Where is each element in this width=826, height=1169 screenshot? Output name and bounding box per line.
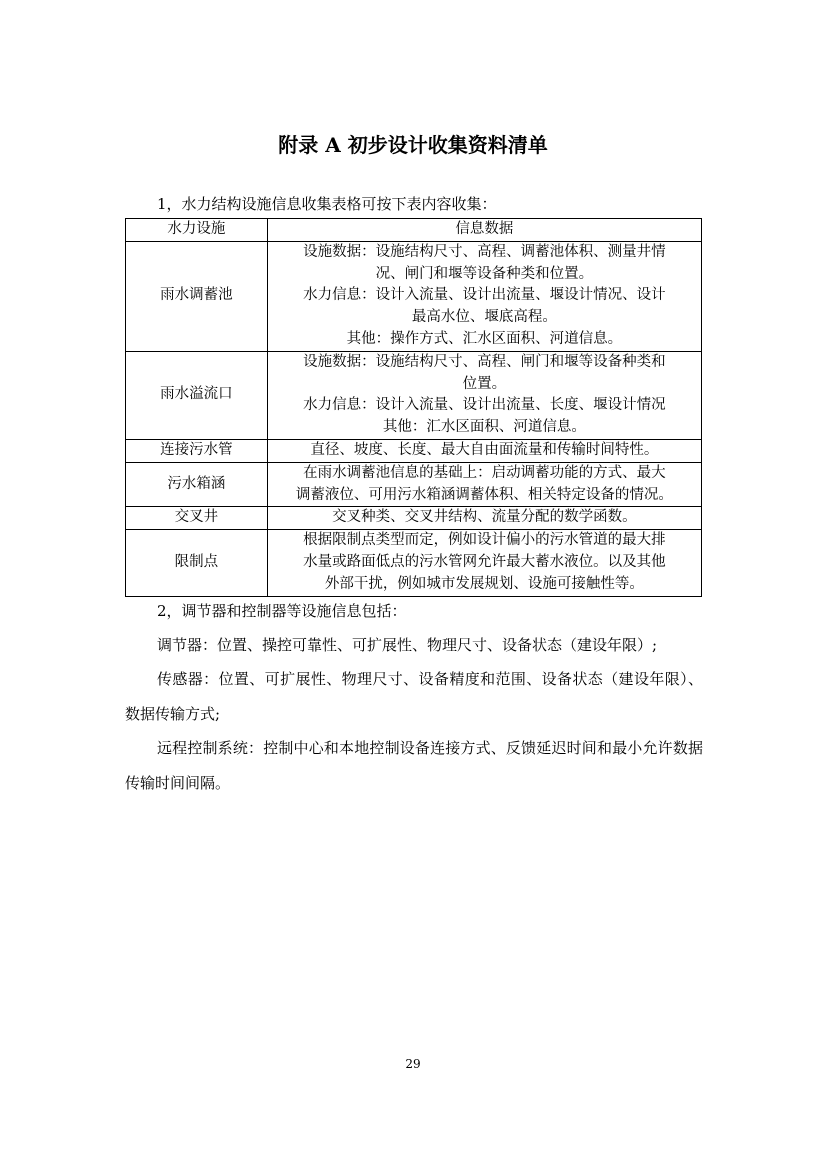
paragraph-controllers-intro: 2，调节器和控制器等设施信息包括： bbox=[157, 602, 407, 620]
info-line: 水量或路面低点的污水管网允许最大蓄水液位。以及其他 bbox=[303, 553, 666, 570]
table-row bbox=[126, 462, 702, 507]
page-number: 29 bbox=[405, 1057, 421, 1071]
info-line: 在雨水调蓄池信息的基础上：启动调蓄功能的方式、最大 bbox=[303, 464, 666, 481]
header-info: 信息数据 bbox=[267, 219, 701, 242]
info-line: 其他：操作方式、汇水区面积、河道信息。 bbox=[346, 330, 623, 347]
info-line: 外部干扰，例如城市发展规划、设施可接触性等。 bbox=[324, 575, 644, 592]
page-title: 附录 A 初步设计收集资料清单 bbox=[278, 133, 548, 157]
info-line: 最高水位、堰底高程。 bbox=[411, 309, 557, 326]
facility-cell: 交叉井 bbox=[126, 507, 268, 530]
facility-cell: 雨水溢流口 bbox=[126, 351, 268, 439]
info-line: 况、闸门和堰等设备种类和位置。 bbox=[375, 265, 594, 282]
info-cell bbox=[267, 507, 701, 530]
facility-cell: 连接污水管 bbox=[126, 439, 268, 462]
info-line: 根据限制点类型而定，例如设计偏小的污水管道的最大排 bbox=[303, 532, 666, 549]
facility-info-table bbox=[125, 218, 702, 597]
info-cell bbox=[267, 351, 701, 439]
info-line: 调蓄液位、可用污水箱涵调蓄体积、相关特定设备的情况。 bbox=[295, 486, 673, 503]
paragraph-remote-control: 远程控制系统：控制中心和本地控制设备连接方式、反馈延迟时间和最小允许数据传输时间间隔。 bbox=[125, 739, 703, 792]
info-line: 位置。 bbox=[462, 375, 507, 392]
table-header-row bbox=[126, 219, 702, 242]
info-line: 直径、坡度、长度、最大自由面流量和传输时间特性。 bbox=[310, 441, 659, 458]
table-row bbox=[126, 351, 702, 439]
paragraph-regulator: 调节器：位置、操控可靠性、可扩展性、物理尺寸、设备状态（建设年限）; bbox=[157, 636, 658, 654]
info-cell bbox=[267, 241, 701, 351]
table-row bbox=[126, 241, 702, 351]
info-line: 水力信息：设计入流量、设计出流量、堰设计情况、设计 bbox=[303, 287, 666, 304]
info-line: 设施数据：设施结构尺寸、高程、闸门和堰等设备种类和 bbox=[303, 353, 666, 370]
info-cell bbox=[267, 462, 701, 507]
facility-cell: 污水箱涵 bbox=[126, 462, 268, 507]
table-row bbox=[126, 507, 702, 530]
table-row bbox=[126, 439, 702, 462]
facility-cell: 雨水调蓄池 bbox=[126, 241, 268, 351]
info-line: 设施数据：设施结构尺寸、高程、调蓄池体积、测量井情 bbox=[303, 243, 666, 260]
facility-cell: 限制点 bbox=[126, 530, 268, 596]
info-line: 其他：汇水区面积、河道信息。 bbox=[382, 419, 586, 436]
info-cell bbox=[267, 530, 701, 596]
info-cell bbox=[267, 439, 701, 462]
table-intro: 1，水力结构设施信息收集表格可按下表内容收集： bbox=[157, 195, 497, 213]
info-line: 水力信息：设计入流量、设计出流量、长度、堰设计情况 bbox=[303, 397, 666, 414]
header-facility: 水力设施 bbox=[126, 219, 268, 242]
info-line: 交叉种类、交叉井结构、流量分配的数学函数。 bbox=[332, 509, 637, 526]
table-row bbox=[126, 530, 702, 596]
paragraph-sensor: 传感器：位置、可扩展性、物理尺寸、设备精度和范围、设备状态（建设年限）、数据传输方式; bbox=[125, 670, 703, 723]
